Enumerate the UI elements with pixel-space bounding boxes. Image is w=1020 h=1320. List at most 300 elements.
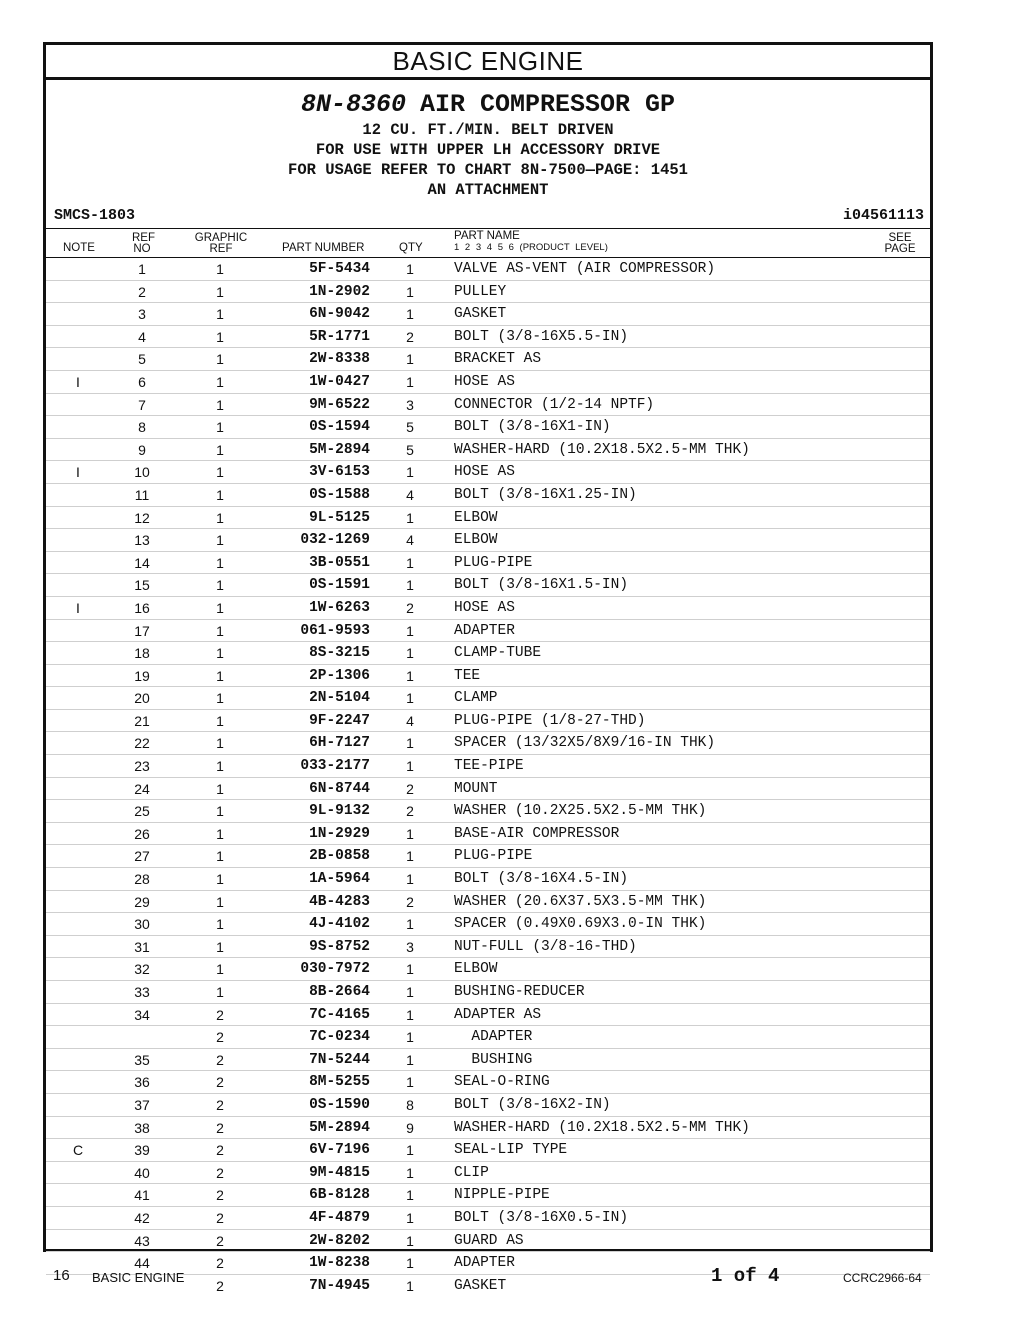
part-name: BOLT (3/8-16X5.5-IN) [454, 328, 629, 345]
note-cell: I [76, 464, 80, 481]
ref-number: 34 [134, 1006, 150, 1023]
graphic-ref: 1 [216, 961, 224, 978]
part-name: HOSE AS [454, 464, 515, 481]
header-graphic-bottom: REF [209, 243, 233, 255]
graphic-ref: 1 [216, 351, 224, 368]
graphic-ref: 1 [216, 758, 224, 775]
graphic-ref: 1 [216, 396, 224, 413]
part-number: 4B-4283 [309, 893, 370, 910]
table-row [46, 1049, 930, 1072]
part-name: BOLT (3/8-16X1-IN) [454, 419, 611, 436]
footer-page-count: 1 of 4 [711, 1265, 780, 1287]
part-name: CONNECTOR (1/2-14 NPTF) [454, 396, 655, 413]
part-name: PLUG-PIPE [454, 848, 533, 865]
quantity: 9 [406, 1119, 414, 1136]
part-number: 1A-5964 [309, 871, 370, 888]
part-name: SEAL-O-RING [454, 1074, 550, 1091]
note-cell: I [76, 599, 80, 616]
quantity: 1 [406, 283, 414, 300]
quantity: 1 [406, 577, 414, 594]
table-row [46, 371, 930, 394]
ref-number: 26 [134, 825, 150, 842]
part-name: ADAPTER [454, 1255, 515, 1272]
quantity: 4 [406, 486, 414, 503]
table-row [46, 1004, 930, 1027]
table-row [46, 1207, 930, 1230]
table-row [46, 981, 930, 1004]
part-number: 0S-1594 [309, 419, 370, 436]
footer-page-number: 16 [53, 1267, 70, 1284]
graphic-ref: 2 [216, 1006, 224, 1023]
part-number: 5R-1771 [309, 328, 370, 345]
graphic-ref: 1 [216, 848, 224, 865]
header-graphic-top: GRAPHIC [194, 232, 248, 244]
table-row [46, 258, 930, 281]
graphic-ref: 1 [216, 464, 224, 481]
quantity: 2 [406, 599, 414, 616]
graphic-ref: 2 [216, 1051, 224, 1068]
quantity: 1 [406, 645, 414, 662]
part-number: 9M-6522 [309, 396, 370, 413]
graphic-ref: 1 [216, 984, 224, 1000]
ref-number: 15 [134, 577, 150, 594]
table-row [46, 326, 930, 349]
part-number: 2W-8202 [309, 1232, 370, 1249]
header-ref-no [132, 232, 155, 255]
table-row [46, 823, 930, 846]
graphic-ref: 1 [216, 373, 224, 390]
ref-number: 36 [134, 1074, 150, 1091]
table-row [46, 620, 930, 643]
ref-number: 4 [138, 328, 146, 345]
quantity: 1 [406, 690, 414, 707]
ref-number: 32 [134, 961, 150, 978]
part-number: 3V-6153 [309, 464, 370, 481]
part-number: 6N-8744 [309, 780, 370, 797]
graphic-ref: 1 [216, 871, 224, 888]
part-name: CLAMP-TUBE [454, 645, 542, 662]
header-qty: QTY [399, 242, 423, 254]
part-number: 5M-2894 [309, 441, 370, 458]
table-row [46, 755, 930, 778]
quantity: 4 [406, 532, 414, 549]
table-row [46, 574, 930, 597]
table-row [46, 507, 930, 530]
header-part-name: PART NAME [454, 230, 520, 242]
part-name: BRACKET AS [454, 351, 542, 368]
quantity: 2 [406, 328, 414, 345]
graphic-ref: 1 [216, 261, 224, 277]
subtitle-line-1: 12 CU. FT./MIN. BELT DRIVEN [362, 121, 614, 139]
graphic-ref: 2 [216, 1096, 224, 1113]
header-see-top: SEE [888, 232, 912, 244]
part-name: ADAPTER [454, 1029, 533, 1046]
part-name: BUSHING-REDUCER [454, 984, 585, 1000]
quantity: 2 [406, 780, 414, 797]
graphic-ref: 1 [216, 938, 224, 955]
quantity: 1 [406, 961, 414, 978]
part-name: BOLT (3/8-16X4.5-IN) [454, 871, 629, 888]
part-name: WASHER (10.2X25.5X2.5-MM THK) [454, 803, 707, 820]
quantity: 1 [406, 622, 414, 639]
graphic-ref: 1 [216, 486, 224, 503]
subtitle-line-4: AN ATTACHMENT [427, 181, 549, 199]
table-row [46, 484, 930, 507]
quantity: 1 [406, 464, 414, 481]
part-name: GUARD AS [454, 1232, 524, 1249]
quantity: 1 [406, 1074, 414, 1091]
header-see-bottom: PAGE [884, 243, 916, 255]
section-title: BASIC ENGINE [46, 45, 930, 80]
quantity: 1 [406, 984, 414, 1000]
part-number: 061-9593 [300, 622, 370, 639]
ref-number: 14 [134, 554, 150, 571]
quantity: 1 [406, 1051, 414, 1068]
part-name: WASHER-HARD (10.2X18.5X2.5-MM THK) [454, 441, 750, 458]
graphic-ref: 1 [216, 667, 224, 684]
part-name: WASHER-HARD (10.2X18.5X2.5-MM THK) [454, 1119, 750, 1136]
page-footer [0, 1265, 1020, 1289]
ref-number: 33 [134, 984, 150, 1000]
ref-number: 13 [134, 532, 150, 549]
table-row [46, 303, 930, 326]
quantity: 1 [406, 1164, 414, 1181]
graphic-ref: 1 [216, 893, 224, 910]
table-row [46, 1139, 930, 1162]
graphic-ref: 1 [216, 509, 224, 526]
part-name: SPACER (0.49X0.69X3.0-IN THK) [454, 916, 707, 933]
table-row [46, 1184, 930, 1207]
table-row [46, 1071, 930, 1094]
part-number: 030-7972 [300, 961, 370, 978]
ref-number: 38 [134, 1119, 150, 1136]
table-row [46, 529, 930, 552]
part-name: SPACER (13/32X5/8X9/16-IN THK) [454, 735, 716, 752]
subtitle-line-2: FOR USE WITH UPPER LH ACCESSORY DRIVE [315, 141, 661, 159]
quantity: 1 [406, 509, 414, 526]
part-number: 2N-5104 [309, 690, 370, 707]
ref-number: 24 [134, 780, 150, 797]
subtitle-line-3: FOR USAGE REFER TO CHART 8N-7500—PAGE: 1451 [288, 161, 688, 179]
footer-section: BASIC ENGINE [92, 1270, 185, 1285]
part-number: 6V-7196 [309, 1142, 370, 1159]
quantity: 1 [406, 306, 414, 323]
part-name: PULLEY [454, 283, 507, 300]
ref-number: 5 [138, 351, 146, 368]
group-name: AIR COMPRESSOR GP [419, 90, 676, 119]
part-name: CLAMP [454, 690, 498, 707]
part-number: 5M-2894 [309, 1119, 370, 1136]
ref-number: 21 [134, 712, 150, 729]
part-number: 9M-4815 [309, 1164, 370, 1181]
header-product-level: 1 2 3 4 5 6 (PRODUCT LEVEL) [454, 242, 608, 253]
ref-number: 39 [134, 1142, 150, 1159]
part-name: BASE-AIR COMPRESSOR [454, 825, 620, 842]
ref-number: 43 [134, 1232, 150, 1249]
quantity: 1 [406, 1187, 414, 1204]
part-number: 7C-0234 [309, 1029, 370, 1046]
graphic-ref: 1 [216, 645, 224, 662]
part-name: BOLT (3/8-16X1.25-IN) [454, 486, 637, 503]
table-row [46, 416, 930, 439]
part-name: BOLT (3/8-16X0.5-IN) [454, 1209, 629, 1226]
part-name: SEAL-LIP TYPE [454, 1142, 568, 1159]
graphic-ref: 2 [216, 1209, 224, 1226]
part-name: ADAPTER [454, 622, 515, 639]
part-number: 6B-8128 [309, 1187, 370, 1204]
quantity: 5 [406, 419, 414, 436]
ref-number: 19 [134, 667, 150, 684]
part-name: PLUG-PIPE [454, 554, 533, 571]
graphic-ref: 2 [216, 1255, 224, 1272]
table-row [46, 732, 930, 755]
table-row [46, 1162, 930, 1185]
part-number: 7N-4945 [309, 1277, 370, 1294]
part-number: 1N-2902 [309, 283, 370, 300]
ref-number: 8 [138, 419, 146, 436]
ref-number: 28 [134, 871, 150, 888]
ref-number: 11 [134, 486, 150, 503]
table-row [46, 891, 930, 914]
graphic-ref: 1 [216, 916, 224, 933]
part-name: MOUNT [454, 780, 498, 797]
part-name: ELBOW [454, 532, 498, 549]
quantity: 3 [406, 396, 414, 413]
quantity: 2 [406, 803, 414, 820]
group-heading [46, 90, 930, 120]
graphic-ref: 1 [216, 306, 224, 323]
quantity: 3 [406, 938, 414, 955]
part-number: 1W-8238 [309, 1255, 370, 1272]
graphic-ref: 2 [216, 1074, 224, 1091]
quantity: 1 [406, 1142, 414, 1159]
part-number: 032-1269 [300, 532, 370, 549]
table-row [46, 868, 930, 891]
part-name: ELBOW [454, 961, 498, 978]
ref-number: 18 [134, 645, 150, 662]
part-number: 6H-7127 [309, 735, 370, 752]
ref-number: 17 [134, 622, 150, 639]
table-row [46, 710, 930, 733]
quantity: 8 [406, 1096, 414, 1113]
table-row [46, 348, 930, 371]
graphic-ref: 1 [216, 554, 224, 571]
graphic-ref: 1 [216, 622, 224, 639]
ref-number: 27 [134, 848, 150, 865]
graphic-ref: 2 [216, 1277, 224, 1294]
quantity: 4 [406, 712, 414, 729]
part-number: 2W-8338 [309, 351, 370, 368]
ref-number: 30 [134, 916, 150, 933]
part-name: WASHER (20.6X37.5X3.5-MM THK) [454, 893, 707, 910]
quantity: 1 [406, 554, 414, 571]
part-number: 1W-0427 [309, 373, 370, 390]
table-row [46, 1230, 930, 1253]
part-number: 0S-1590 [309, 1096, 370, 1113]
graphic-ref: 2 [216, 1164, 224, 1181]
quantity: 1 [406, 1006, 414, 1023]
header-note: NOTE [63, 242, 95, 254]
graphic-ref: 1 [216, 780, 224, 797]
quantity: 1 [406, 871, 414, 888]
part-name: GASKET [454, 306, 507, 323]
graphic-ref: 1 [216, 803, 224, 820]
header-graphic-ref [190, 233, 252, 255]
parts-table [46, 258, 930, 1296]
part-name: TEE-PIPE [454, 758, 524, 775]
part-name: ELBOW [454, 509, 498, 526]
table-row [46, 461, 930, 484]
graphic-ref: 1 [216, 283, 224, 300]
part-number: 4F-4879 [309, 1209, 370, 1226]
quantity: 1 [406, 667, 414, 684]
quantity: 1 [406, 916, 414, 933]
ref-number: 10 [134, 464, 150, 481]
table-row [46, 665, 930, 688]
graphic-ref: 2 [216, 1187, 224, 1204]
quantity: 1 [406, 825, 414, 842]
graphic-ref: 1 [216, 577, 224, 594]
quantity: 1 [406, 1255, 414, 1272]
table-row [46, 913, 930, 936]
part-number: 0S-1591 [309, 577, 370, 594]
table-row [46, 642, 930, 665]
quantity: 1 [406, 735, 414, 752]
ref-number: 6 [138, 373, 146, 390]
graphic-ref: 2 [216, 1232, 224, 1249]
part-name: BOLT (3/8-16X1.5-IN) [454, 577, 629, 594]
part-number: 8M-5255 [309, 1074, 370, 1091]
part-number: 7C-4165 [309, 1006, 370, 1023]
graphic-ref: 1 [216, 441, 224, 458]
ref-number: 12 [134, 509, 150, 526]
part-number: 9S-8752 [309, 938, 370, 955]
table-row [46, 439, 930, 462]
part-number: 9F-2247 [309, 712, 370, 729]
ref-number: 23 [134, 758, 150, 775]
graphic-ref: 1 [216, 735, 224, 752]
part-name: CLIP [454, 1164, 489, 1181]
ref-number: 9 [138, 441, 146, 458]
ref-number: 3 [138, 306, 146, 323]
table-row [46, 845, 930, 868]
ref-number: 42 [134, 1209, 150, 1226]
quantity: 1 [406, 1029, 414, 1046]
ref-number: 7 [138, 396, 146, 413]
ref-number: 22 [134, 735, 150, 752]
graphic-ref: 2 [216, 1029, 224, 1046]
table-row [46, 394, 930, 417]
ref-number: 44 [134, 1255, 150, 1272]
ref-number: 40 [134, 1164, 150, 1181]
table-row [46, 1094, 930, 1117]
ref-number: 20 [134, 690, 150, 707]
table-row [46, 778, 930, 801]
quantity: 1 [406, 1277, 414, 1294]
header-see-page [882, 233, 918, 255]
graphic-ref: 1 [216, 532, 224, 549]
part-number: 0S-1588 [309, 486, 370, 503]
graphic-ref: 2 [216, 1119, 224, 1136]
part-number: 8S-3215 [309, 645, 370, 662]
illustration-id: i04561113 [842, 207, 924, 224]
graphic-ref: 1 [216, 328, 224, 345]
part-name: PLUG-PIPE (1/8-27-THD) [454, 712, 646, 729]
part-name: NUT-FULL (3/8-16-THD) [454, 938, 637, 955]
part-number: 9L-9132 [309, 803, 370, 820]
part-number: 2B-0858 [309, 848, 370, 865]
part-number: 2P-1306 [309, 667, 370, 684]
part-number: 8B-2664 [309, 984, 370, 1000]
note-cell: I [76, 373, 80, 390]
table-row [46, 800, 930, 823]
ref-number: 16 [134, 599, 150, 616]
ref-number: 1 [138, 261, 146, 277]
graphic-ref: 1 [216, 690, 224, 707]
part-number: 3B-0551 [309, 554, 370, 571]
graphic-ref: 2 [216, 1142, 224, 1159]
ref-number: 35 [134, 1051, 150, 1068]
ref-number: 37 [134, 1096, 150, 1113]
quantity: 1 [406, 373, 414, 390]
group-number: 8N-8360 [300, 90, 406, 119]
title-block [46, 80, 930, 229]
footer-doc-code: CCRC2966-64 [843, 1271, 922, 1285]
table-row [46, 281, 930, 304]
part-name: HOSE AS [454, 599, 515, 616]
quantity: 1 [406, 758, 414, 775]
graphic-ref: 1 [216, 712, 224, 729]
part-name: NIPPLE-PIPE [454, 1187, 550, 1204]
header-ref-bottom: NO [133, 243, 151, 255]
part-name: VALVE AS-VENT (AIR COMPRESSOR) [454, 261, 716, 277]
column-header [46, 229, 930, 258]
part-number: 9L-5125 [309, 509, 370, 526]
part-number: 7N-5244 [309, 1051, 370, 1068]
header-ref-top: REF [132, 232, 155, 244]
graphic-ref: 1 [216, 825, 224, 842]
quantity: 2 [406, 893, 414, 910]
part-name: TEE [454, 667, 481, 684]
part-name: HOSE AS [454, 373, 515, 390]
quantity: 1 [406, 1232, 414, 1249]
header-part-number: PART NUMBER [282, 242, 365, 254]
table-row [46, 1026, 930, 1049]
ref-number: 31 [134, 938, 150, 955]
part-number: 033-2177 [300, 758, 370, 775]
graphic-ref: 1 [216, 599, 224, 616]
part-number: 1N-2929 [309, 825, 370, 842]
quantity: 1 [406, 1209, 414, 1226]
part-name: ADAPTER AS [454, 1006, 542, 1023]
quantity: 1 [406, 351, 414, 368]
part-name: BOLT (3/8-16X2-IN) [454, 1096, 611, 1113]
smcs-code: SMCS-1803 [54, 207, 136, 224]
part-number: 6N-9042 [309, 306, 370, 323]
table-row [46, 958, 930, 981]
table-row [46, 597, 930, 620]
ref-number: 29 [134, 893, 150, 910]
quantity: 1 [406, 261, 414, 277]
table-row [46, 552, 930, 575]
ref-number: 2 [138, 283, 146, 300]
part-number: 1W-6263 [309, 599, 370, 616]
part-number: 5F-5434 [309, 261, 370, 277]
graphic-ref: 1 [216, 419, 224, 436]
ref-number: 25 [134, 803, 150, 820]
note-cell: C [72, 1142, 84, 1159]
table-row [46, 1117, 930, 1140]
